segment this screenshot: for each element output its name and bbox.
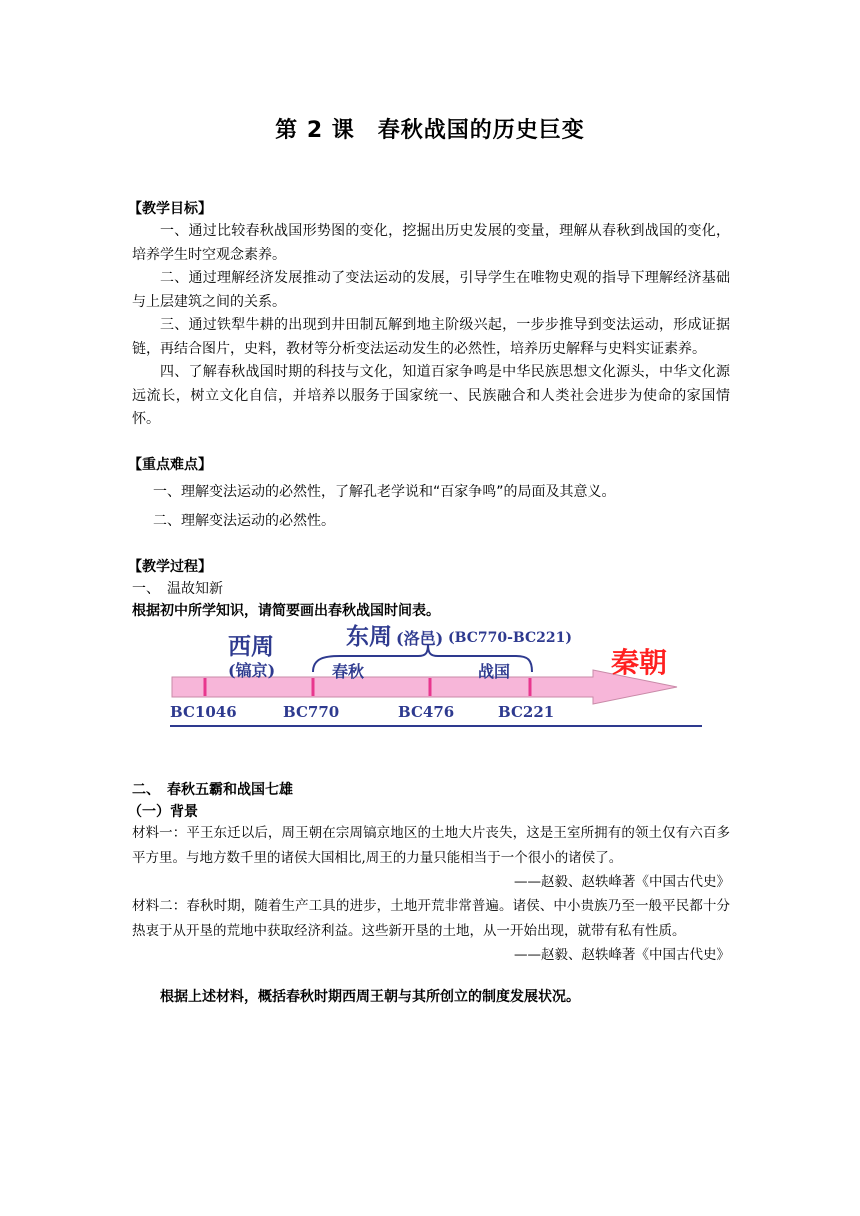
objective-item: 四、了解春秋战国时期的科技与文化，知道百家争鸣是中华民族思想文化源头，中华文化源远流长，树立文化自信，并培养以服务于国家统一、民族融合和人类社会进步为使命的家国情怀。 — [132, 364, 730, 427]
key-points-heading: 【重点难点】 — [128, 457, 212, 473]
subsection-title: （一）背景 — [128, 804, 198, 820]
west-capital-label: (镐京) — [228, 661, 276, 680]
date-label: BC476 — [398, 703, 455, 721]
east-capital-label: (洛邑) — [396, 629, 444, 648]
date-label: BC221 — [498, 703, 555, 721]
zhanguo-label: 战国 — [478, 662, 511, 681]
section-title: 二、 春秋五霸和战国七雄 — [132, 782, 293, 798]
date-label: BC1046 — [170, 703, 237, 721]
east-zhou-label: 东周 — [346, 623, 392, 650]
section-title: 一、 温故知新 — [132, 581, 223, 597]
date-label: BC770 — [283, 703, 340, 721]
material-text: 材料一：平王东迁以后，周王朝在宗周镐京地区的土地大片丧失，这是王室所拥有的领土仅有六百多平方里。与地方数千里的诸侯大国相比,周王的力量只能相当于一个很小的诸侯了。 — [132, 825, 730, 866]
process-heading: 【教学过程】 — [128, 559, 212, 575]
page-title: 第 2 课 春秋战国的历史巨变 — [275, 118, 585, 143]
objectives-list — [132, 220, 730, 432]
east-range-label: (BC770-BC221) — [448, 630, 572, 646]
section-task: 根据初中所学知识，请简要画出春秋战国时间表。 — [132, 603, 440, 619]
question-text: 根据上述材料，概括春秋时期西周王朝与其所创立的制度发展状况。 — [160, 989, 580, 1005]
key-point-item: 二、理解变法运动的必然性。 — [153, 513, 335, 529]
material-two — [132, 894, 730, 968]
chunqiu-label: 春秋 — [332, 662, 365, 681]
qin-label: 秦朝 — [611, 646, 668, 679]
objective-item: 二、通过理解经济发展推动了变法运动的发展，引导学生在唯物史观的指导下理解经济基础与上层建筑之间的关系。 — [132, 270, 730, 310]
key-point-item: 一、理解变法运动的必然性，了解孔老学说和“百家争鸣”的局面及其意义。 — [153, 484, 616, 500]
west-zhou-label: 西周 — [228, 633, 274, 660]
objective-item: 三、通过铁犁牛耕的出现到井田制瓦解到地主阶级兴起，一步步推导到变法运动，形成证据链，再结合图片，史料，教材等分析变法运动发生的必然性，培养历史解释与史料实证素养。 — [132, 317, 730, 357]
timeline-figure — [160, 620, 720, 730]
material-one — [132, 821, 730, 895]
objective-item: 一、通过比较春秋战国形势图的变化，挖掘出历史发展的变量，理解从春秋到战国的变化，培养学生时空观念素养。 — [132, 223, 730, 263]
material-text: 材料二：春秋时期，随着生产工具的进步，土地开荒非常普遍。诸侯、中小贵族乃至一般平民都十分热衷于从开垦的荒地中获取经济利益。这些新开垦的土地，从一开始出现，就带有私有性质。 — [132, 898, 730, 939]
material-source: ——赵毅、赵轶峰著《中国古代史》 — [514, 874, 730, 890]
material-source: ——赵毅、赵轶峰著《中国古代史》 — [514, 947, 730, 963]
objectives-heading: 【教学目标】 — [128, 201, 212, 217]
